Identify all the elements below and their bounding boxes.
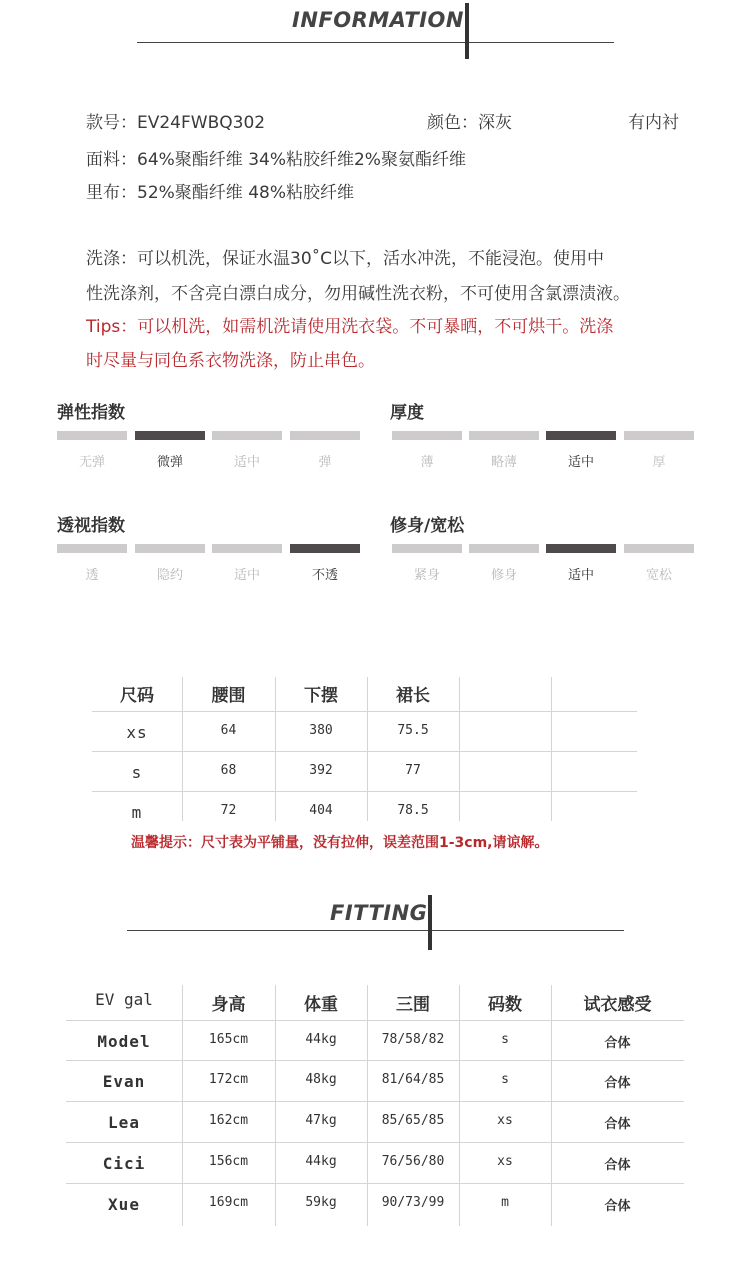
- size-table-header: 下摆: [304, 686, 338, 706]
- fitting-table-header: 身高: [211, 995, 246, 1015]
- fitting-table-cell: Model: [97, 1032, 151, 1051]
- fitting-table-header: 体重: [304, 995, 338, 1015]
- rating-segment: [135, 544, 205, 553]
- rating-option-label: 微弹: [156, 455, 183, 470]
- table-column-rule: [459, 985, 460, 1226]
- fitting-table-cell: 44kg: [305, 1154, 337, 1169]
- lining-fabric-info: 里布：52%聚酯纤维 48%粘胶纤维: [86, 183, 354, 203]
- fitting-table-cell: Cici: [102, 1154, 146, 1173]
- table-column-rule: [551, 985, 552, 1226]
- fitting-table-cell: 合体: [604, 1158, 631, 1173]
- rating-segment: [392, 544, 462, 553]
- fitting-table-cell: 47kg: [305, 1113, 337, 1128]
- rating-segment: [469, 544, 539, 553]
- rating-option-label: 适中: [567, 455, 594, 470]
- rating-option-label: 宽松: [645, 568, 672, 583]
- fitting-table-header: 三围: [396, 995, 430, 1015]
- rating-option-label: 透: [85, 568, 99, 583]
- fitting-table-cell: 85/65/85: [381, 1113, 445, 1128]
- fitting-table-cell: 合体: [604, 1076, 631, 1091]
- table-rule: [66, 1060, 684, 1061]
- rating-segment: [392, 431, 462, 440]
- size-table-header: 腰围: [211, 686, 246, 706]
- size-table-header: 尺码: [120, 686, 154, 706]
- information-title: INFORMATION: [292, 8, 464, 32]
- fitting-table-cell: Xue: [108, 1195, 140, 1214]
- fitting-table-cell: 165cm: [208, 1032, 249, 1047]
- fitting-table-header: 码数: [488, 995, 522, 1015]
- rating-option-label: 隐约: [156, 568, 183, 583]
- rating-option-label: 薄: [420, 455, 434, 470]
- rating-segment: [212, 544, 282, 553]
- fitting-table-cell: s: [501, 1072, 509, 1087]
- fitting-table-cell: 162cm: [208, 1113, 249, 1128]
- fitting-accent-bar: [428, 895, 432, 950]
- table-column-rule: [367, 985, 368, 1226]
- table-rule: [66, 1142, 684, 1143]
- wash-line-1: 洗涤：可以机洗，保证水温30˚C以下，活水冲洗，不能浸泡。使用中: [86, 249, 605, 269]
- size-table-cell: 64: [220, 723, 237, 738]
- fitting-table-cell: 78/58/82: [381, 1032, 445, 1047]
- fitting-table-cell: 90/73/99: [381, 1195, 445, 1210]
- fitting-table-cell: xs: [497, 1113, 513, 1128]
- rating-option-label: 无弹: [78, 455, 105, 470]
- fitting-table-cell: s: [501, 1032, 509, 1047]
- rating-segment: [290, 431, 360, 440]
- size-table-cell: 380: [309, 723, 333, 738]
- rating-segment: [57, 431, 127, 440]
- fitting-title: FITTING: [330, 901, 428, 925]
- rating-segment: [290, 544, 360, 553]
- size-table-cell: xs: [126, 723, 148, 742]
- table-rule: [92, 711, 637, 712]
- fitting-table-cell: 172cm: [208, 1072, 249, 1087]
- fitting-divider: [127, 930, 624, 931]
- rating-label: 修身/宽松: [390, 516, 465, 536]
- fitting-table-cell: 76/56/80: [381, 1154, 445, 1169]
- table-rule: [92, 791, 637, 792]
- fabric-info: 面料：64%聚酯纤维 34%粘胶纤维2%聚氨酯纤维: [86, 150, 466, 170]
- rating-segment: [212, 431, 282, 440]
- rating-option-label: 弹: [318, 455, 332, 470]
- fitting-table-header: 试衣感受: [583, 995, 652, 1015]
- size-table-cell: 72: [220, 803, 237, 818]
- rating-label: 弹性指数: [57, 403, 125, 423]
- table-rule: [66, 1020, 684, 1021]
- fitting-table-cell: 156cm: [208, 1154, 249, 1169]
- table-column-rule: [551, 677, 552, 821]
- rating-option-label: 不透: [311, 568, 338, 583]
- size-table-cell: 77: [405, 763, 421, 778]
- rating-label: 厚度: [390, 403, 424, 423]
- table-rule: [92, 751, 637, 752]
- fitting-table-cell: 合体: [604, 1036, 631, 1051]
- rating-option-label: 紧身: [413, 568, 440, 583]
- information-divider: [137, 42, 614, 43]
- table-column-rule: [182, 985, 183, 1226]
- rating-segment: [469, 431, 539, 440]
- rating-segment: [546, 431, 616, 440]
- size-table-cell: 75.5: [397, 723, 429, 738]
- rating-option-label: 适中: [233, 455, 260, 470]
- fitting-table-cell: xs: [497, 1154, 513, 1169]
- fitting-table-header: EV gal: [95, 990, 153, 1009]
- rating-segment: [57, 544, 127, 553]
- fitting-table-cell: 81/64/85: [381, 1072, 445, 1087]
- fitting-table-cell: 44kg: [305, 1032, 337, 1047]
- fitting-table-cell: 169cm: [208, 1195, 249, 1210]
- size-note: 温馨提示：尺寸表为平铺量，没有拉伸，误差范围1-3cm,请谅解。: [131, 835, 549, 851]
- wash-line-2: 性洗涤剂，不含亮白漂白成分，勿用碱性洗衣粉，不可使用含氯漂渍液。: [86, 284, 630, 304]
- rating-label: 透视指数: [57, 516, 125, 536]
- rating-segment: [624, 544, 694, 553]
- size-table-cell: 78.5: [397, 803, 429, 818]
- fitting-table-cell: 59kg: [305, 1195, 337, 1210]
- information-accent-bar: [465, 3, 469, 59]
- rating-segment: [135, 431, 205, 440]
- table-rule: [66, 1101, 684, 1102]
- rating-option-label: 修身: [490, 568, 517, 583]
- size-table-header: 裙长: [396, 686, 430, 706]
- fitting-table-cell: m: [501, 1195, 509, 1210]
- rating-option-label: 略薄: [490, 455, 517, 470]
- fitting-table-cell: 合体: [604, 1117, 631, 1132]
- fitting-table-cell: 合体: [604, 1199, 631, 1214]
- fitting-table-cell: 48kg: [305, 1072, 337, 1087]
- size-table-cell: 392: [309, 763, 333, 778]
- size-table-cell: 68: [220, 763, 237, 778]
- style-number: 款号：EV24FWBQ302: [86, 113, 266, 133]
- table-column-rule: [459, 677, 460, 821]
- rating-option-label: 适中: [567, 568, 594, 583]
- tips-line-2: 时尽量与同色系衣物洗涤，防止串色。: [86, 351, 375, 371]
- rating-segment: [546, 544, 616, 553]
- table-column-rule: [275, 985, 276, 1226]
- rating-option-label: 适中: [233, 568, 260, 583]
- size-table-cell: 404: [309, 803, 333, 818]
- lining-info: 有内衬: [628, 113, 679, 133]
- table-rule: [66, 1183, 684, 1184]
- fitting-table-cell: Lea: [108, 1113, 140, 1132]
- tips-line-1: Tips：可以机洗，如需机洗请使用洗衣袋。不可暴晒，不可烘干。洗涤: [86, 317, 614, 337]
- color-info: 颜色：深灰: [427, 113, 512, 133]
- rating-segment: [624, 431, 694, 440]
- rating-option-label: 厚: [652, 455, 666, 470]
- size-table-cell: m: [131, 803, 143, 822]
- fitting-table-cell: Evan: [102, 1072, 146, 1091]
- size-table-cell: s: [131, 763, 143, 782]
